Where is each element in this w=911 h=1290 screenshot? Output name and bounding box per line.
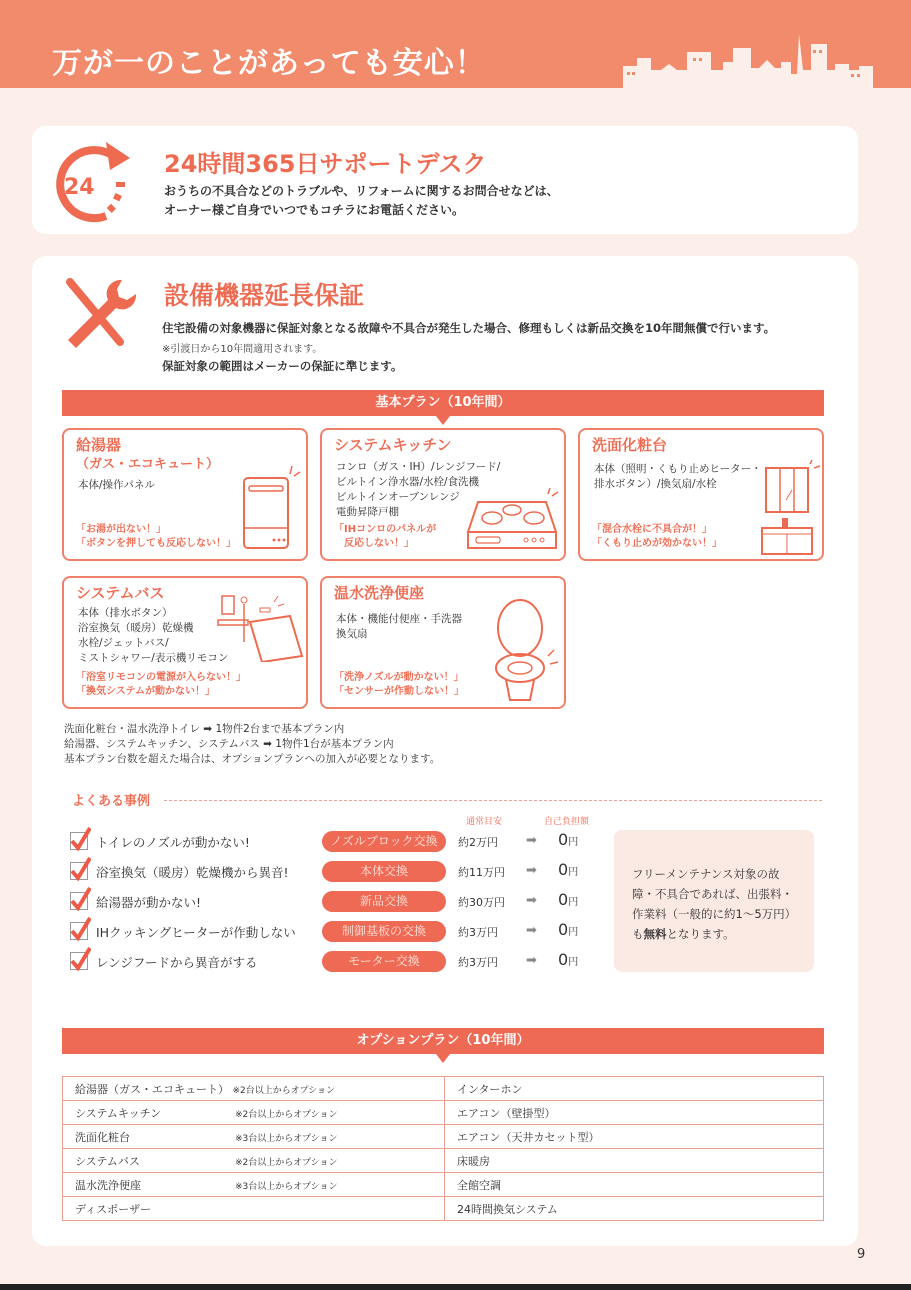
checkbox-checked-icon bbox=[70, 952, 88, 970]
water-heater-icon bbox=[240, 464, 302, 552]
plan-item-system-kitchen: システムキッチン コンロ（ガス・IH）/レンジフード/ ビルトイン浄水器/水栓/食洗機 ビルトインオーブンレンジ 電動昇降戸棚 「IHコンロのパネルが 反応しない！」 bbox=[320, 428, 566, 561]
arrow-right-icon: ➡ bbox=[526, 833, 537, 848]
repair-action-badge: モーター交換 bbox=[322, 951, 446, 972]
case-row: 給湯器が動かない! 新品交換 約30万円 ➡ 0円 bbox=[70, 890, 600, 914]
support-desk-card bbox=[32, 126, 858, 234]
warranty-title: 設備機器延長保証 bbox=[164, 281, 365, 310]
table-row: 洗面化粧台 ※3台以上からオプション エアコン（天井カセット型） bbox=[63, 1125, 824, 1149]
option-plan-table bbox=[62, 1076, 824, 1221]
toilet-icon bbox=[494, 598, 562, 704]
plan-item-system-bath: システムバス 本体（排水ボタン） 浴室換気（暖房）乾燥機 水栓/ジェットバス/ ミストシャワー/表示機リモコン 「浴室リモコンの電源が入らない！」 「換気システムが動かない！」 bbox=[62, 576, 308, 709]
checkbox-checked-icon bbox=[70, 892, 88, 910]
col-self-label: 自己負担額 bbox=[544, 817, 590, 827]
scan-edge bbox=[0, 1284, 911, 1290]
option-plan-header: オプションプラン（10年間） bbox=[62, 1028, 824, 1054]
arrow-right-icon: ➡ bbox=[526, 953, 537, 968]
plan-item-water-heater: 給湯器 （ガス・エコキュート） 本体/操作パネル 「お湯が出ない！」 「ボタンを押しても反応しない！」 bbox=[62, 428, 308, 561]
plan-item-washlet: 温水洗浄便座 本体・機能付便座・手洗器 換気扇 「洗浄ノズルが動かない！」 「センサーが作動しない！」 bbox=[320, 576, 566, 709]
svg-text:24: 24 bbox=[64, 175, 95, 200]
plan-item-vanity: 洗面化粧台 本体（照明・くもり止めヒーター・ 排水ボタン）/換気扇/水栓 「混合水栓に不具合が！」 「くもり止めが効かない！」 bbox=[578, 428, 824, 561]
vanity-icon bbox=[760, 460, 822, 556]
case-row: レンジフードから異音がする モーター交換 約3万円 ➡ 0円 bbox=[70, 950, 600, 974]
arrow-right-icon: ➡ bbox=[526, 893, 537, 908]
banner-title: 万が一のことがあっても安心！ bbox=[52, 46, 486, 81]
support-description: おうちの不具合などのトラブルや、リフォームに関するお問合せなどは、 オーナー様ご自身でいつでもコチラにお電話ください。 bbox=[164, 184, 559, 217]
repair-action-badge: 新品交換 bbox=[322, 891, 446, 912]
ih-cooktop-icon bbox=[464, 488, 560, 556]
basic-plan-notes: 洗面化粧台・温水洗浄トイレ ➡ 1物件2台まで基本プラン内 給湯器、システムキッチン、システムバス ➡ 1物件1台が基本プラン内 基本プラン台数を超えた場合は、オプションプランへの加入が必要となります。 bbox=[64, 723, 441, 765]
checkbox-checked-icon bbox=[70, 832, 88, 850]
checkbox-checked-icon bbox=[70, 862, 88, 880]
repair-action-badge: ノズルブロック交換 bbox=[322, 831, 446, 852]
checkbox-checked-icon bbox=[70, 922, 88, 940]
warranty-card bbox=[32, 256, 858, 1246]
arrow-right-icon: ➡ bbox=[526, 923, 537, 938]
common-cases-title: よくある事例 bbox=[72, 794, 151, 809]
repair-action-badge: 制御基板の交換 bbox=[322, 921, 446, 942]
header-banner bbox=[0, 0, 911, 88]
case-row: 浴室換気（暖房）乾燥機から異音! 本体交換 約11万円 ➡ 0円 bbox=[70, 860, 600, 884]
table-row: ディスポーザー 24時間換気システム bbox=[63, 1197, 824, 1221]
table-row: システムバス ※2台以上からオプション 床暖房 bbox=[63, 1149, 824, 1173]
warranty-scope: 保証対象の範囲はメーカーの保証に準じます。 bbox=[162, 359, 403, 373]
basic-plan-header: 基本プラン（10年間） bbox=[62, 390, 824, 416]
warranty-note: ※引渡日から10年間適用されます。 bbox=[162, 344, 323, 355]
city-skyline-icon bbox=[623, 30, 883, 88]
wrench-screwdriver-icon bbox=[62, 276, 138, 352]
warranty-description: 住宅設備の対象機器に保証対象となる故障や不具合が発生した場合、修理もしくは新品交換を10年間無償で行います。 bbox=[162, 321, 776, 335]
table-row: 給湯器（ガス・エコキュート） ※2台以上からオプション インターホン bbox=[63, 1077, 824, 1101]
case-row: IHクッキングヒーターが作動しない 制御基板の交換 約3万円 ➡ 0円 bbox=[70, 920, 600, 944]
col-normal-label: 通常目安 bbox=[466, 817, 503, 827]
table-row: システムキッチン ※2台以上からオプション エアコン（壁掛型） bbox=[63, 1101, 824, 1125]
free-maintenance-note: フリーメンテナンス対象の故障・不具合であれば、出張料・作業料（一般的に約1〜5万円）も無料となります。 bbox=[614, 830, 814, 972]
bathtub-icon bbox=[214, 592, 304, 662]
page-number: 9 bbox=[857, 1247, 866, 1262]
24-hour-clock-icon bbox=[46, 136, 136, 226]
repair-action-badge: 本体交換 bbox=[322, 861, 446, 882]
dashed-divider bbox=[164, 800, 822, 801]
arrow-right-icon: ➡ bbox=[526, 863, 537, 878]
case-row: トイレのノズルが動かない! ノズルブロック交換 約2万円 ➡ 0円 bbox=[70, 830, 600, 854]
support-title: 24時間365日サポートデスク bbox=[164, 150, 487, 178]
table-row: 温水洗浄便座 ※3台以上からオプション 全館空調 bbox=[63, 1173, 824, 1197]
